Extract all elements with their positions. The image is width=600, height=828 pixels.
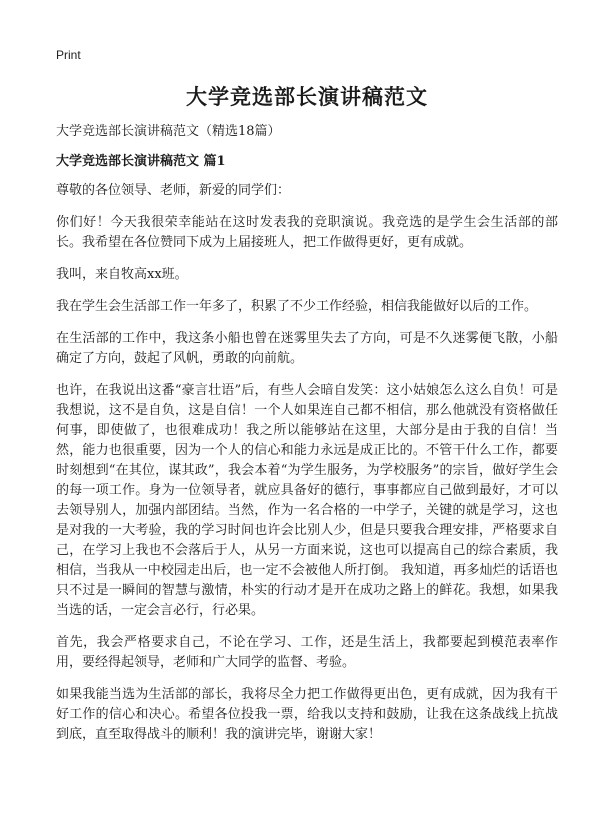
- paragraph-experience: 我在学生会生活部工作一年多了，积累了不少工作经验，相信我能做好以后的工作。: [56, 299, 538, 314]
- paragraph-introduction: 你们好！今天我很荣幸能站在这时发表我的竞职演说。我竞选的是学生会生活部的部长。我希望在各位赞同下成为上届接班人，把工作做得更好，更有成就。: [56, 215, 558, 250]
- paragraph-confidence: 也许，在我说出这番“豪言壮语”后，有些人会暗自发笑：这小姑娘怎么这么自负！可是我想说，这不是自负，这是自信！一个人如果连自己都不相信，那么他就没有资格做任何事，即使做了，也很难成功！我之所以能够站在这里，大部分是由于我的自信！当然，能力也很重要，因为一个人的信心和能力永远是成正比的。不管干什么工作，都要时刻想到“在其位，谋其政”，我会本着“为学生服务，为学校服务”的宗旨，做好学生会的每一项工作。身为一位领导者，就应具备好的德行，事事都应自己做到最好，才可以去领导别人，加强内部团结。当然，作为一名合格的一中学子，关键的就是学习，这也是对我的一大考验，我的学习时间也许会比别人少，但是只要我合理安排，严格要求自己，在学习上我也不会落后于人，从另一方面来说，这也可以提高自己的综合素质，我相信，当我从一中校园走出后，也一定不会被他人所打倒。 我知道，再多灿烂的话语也只不过是一瞬间的智慧与激情，朴实的行动才是开在成功之路上的鲜花。我想，如果我当选的话，一定会言必行，行必果。: [56, 383, 558, 618]
- paragraph-closing: 如果我能当选为生活部的部长，我将尽全力把工作做得更出色，更有成就，因为我有干好工作的信心和决心。希望各位投我一票，给我以支持和鼓励，让我在这条战线上抗战到底，直至取得战斗的顺利！我的演讲完毕，谢谢大家！: [56, 687, 558, 742]
- paragraph-greeting: 尊敬的各位领导、老师，新爱的同学们：: [56, 183, 291, 198]
- page-title: 大学竞选部长演讲稿范文: [186, 84, 428, 109]
- paragraph-commitment: 首先，我会严格要求自己，不论在学习、工作，还是生活上，我都要起到模范表率作用，要经得起领导，老师和广大同学的监督、考验。: [56, 635, 558, 670]
- paragraph-journey: 在生活部的工作中，我这条小船也曾在迷雾里失去了方向，可是不久迷雾便飞散，小船确定了方向，鼓起了风帆，勇敢的向前航。: [56, 331, 558, 366]
- document-subtitle: 大学竞选部长演讲稿范文（精选18篇）: [56, 124, 281, 139]
- section-heading: 大学竞选部长演讲稿范文 篇1: [56, 154, 226, 169]
- document-body: [56, 181, 558, 745]
- paragraph-name: 我叫，来自牧高xx班。: [56, 267, 188, 282]
- print-link[interactable]: Print: [56, 48, 81, 62]
